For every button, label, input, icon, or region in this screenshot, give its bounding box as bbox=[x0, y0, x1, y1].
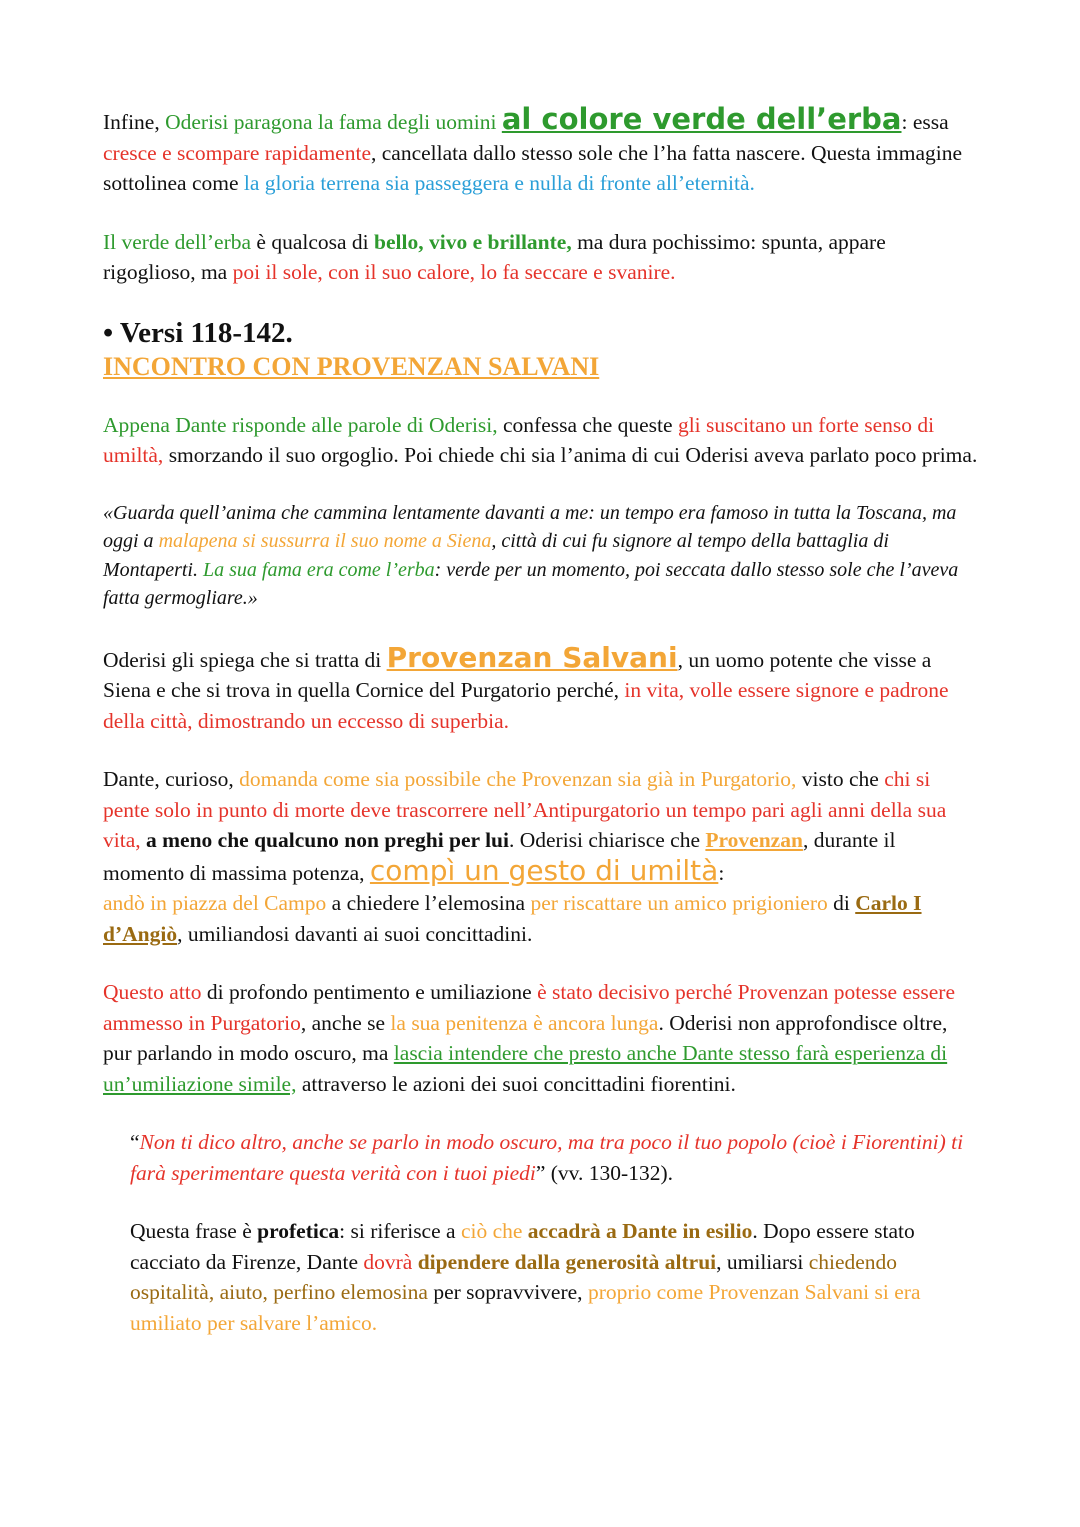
text-run: è qualcosa di bbox=[251, 229, 375, 254]
paragraph-atto-pentimento bbox=[103, 977, 980, 1099]
text-run: chiedendo ospitalità, aiuto, perfino elemosina bbox=[130, 1249, 898, 1304]
text-run: per riscattare un amico prigioniero bbox=[530, 891, 828, 915]
text-run: , cancellata dallo stesso sole che l’ha fatta nascere. Questa immagine sottolinea come bbox=[103, 140, 962, 195]
text-run: , umiliandosi davanti ai suoi concittadini. bbox=[177, 921, 533, 946]
text-run: confessa che queste bbox=[497, 412, 678, 437]
text-run: Appena Dante risponde alle parole di Oderisi, bbox=[103, 412, 498, 437]
text-run: Infine, bbox=[103, 110, 166, 134]
text-run: Questo atto bbox=[103, 980, 202, 1004]
text-run: Oderisi gli spiega che si tratta di bbox=[103, 647, 387, 672]
text-run: lascia intendere che presto anche Dante stesso farà esperienza di un’umiliazione simile, bbox=[103, 1041, 948, 1096]
text-run: la sua penitenza è ancora lunga bbox=[390, 1010, 659, 1035]
section-heading: • Versi 118-142. bbox=[103, 316, 293, 349]
text-run: malapena si sussurra il suo nome a Siena bbox=[158, 530, 492, 552]
highlight-gesto-umilta: compì un gesto di umiltà bbox=[369, 853, 719, 887]
paragraph-dante-curioso bbox=[103, 764, 980, 949]
text-run: accadrà a Dante in esilio bbox=[527, 1219, 753, 1243]
text-run: a meno che qualcuno non preghi per lui bbox=[146, 828, 509, 852]
text-run: Il verde dell’erba bbox=[103, 229, 252, 254]
text-run: “ bbox=[130, 1130, 140, 1154]
text-run: di bbox=[827, 891, 856, 915]
text-run: di profondo pentimento e umiliazione bbox=[201, 980, 538, 1004]
paragraph-fama-erba bbox=[103, 104, 980, 199]
text-run: La sua fama era come l’erba bbox=[203, 558, 435, 581]
text-run: : essa bbox=[901, 110, 949, 134]
section-subheading: INCONTRO CON PROVENZAN SALVANI bbox=[103, 351, 600, 381]
text-run: attraverso le azioni dei suoi concittadini fiorentini. bbox=[296, 1071, 736, 1096]
quote-vv-130-132 bbox=[103, 1127, 980, 1188]
highlight-verde-erba: al colore verde dell’erba bbox=[501, 102, 902, 136]
text-run: Non ti dico altro, anche se parlo in modo oscuro, ma tra poco il tuo popolo (cioè i Fiorentini) ti farà sperimentare questa verità con i tuoi piedi bbox=[130, 1130, 964, 1185]
text-run: per sopravvivere, bbox=[427, 1280, 588, 1304]
text-run: in vita, volle essere signore e padrone della città, dimostrando un eccesso di superbia. bbox=[103, 678, 949, 733]
paragraph-dante-risponde bbox=[103, 410, 980, 471]
text-run: Carlo I d’Angiò bbox=[103, 891, 922, 946]
text-run: profetica bbox=[257, 1219, 340, 1243]
text-run: dovrà bbox=[363, 1249, 418, 1274]
text-run: dipendere dalla generosità altrui bbox=[417, 1249, 717, 1274]
text-run: , città di cui fu signore al tempo della battaglia di Montaperti. bbox=[103, 530, 889, 581]
text-run: , umiliarsi bbox=[716, 1249, 809, 1274]
text-run: Questa frase è bbox=[130, 1219, 258, 1243]
text-run: Provenzan bbox=[705, 828, 803, 852]
text-run: ma dura pochissimo: spunta, appare rigoglioso, ma bbox=[103, 229, 886, 284]
text-run: andò in piazza del Campo bbox=[103, 891, 327, 915]
text-run: Oderisi paragona la fama degli uomini bbox=[165, 110, 502, 134]
text-run: , anche se bbox=[300, 1010, 391, 1035]
paragraph-verde-erba bbox=[103, 227, 980, 288]
text-run: smorzando il suo orgoglio. Poi chiede chi sia l’anima di cui Oderisi aveva parlato poco prima. bbox=[163, 443, 978, 467]
text-run: , un uomo potente che visse a Siena e che si trova in quella Cornice del Purgatorio perché, bbox=[103, 647, 932, 702]
text-run: domanda come sia possibile che Provenzan sia già in Purgatorio, bbox=[239, 767, 797, 791]
text-run: ciò che bbox=[460, 1219, 528, 1243]
text-run: . Oderisi chiarisce che bbox=[508, 828, 706, 852]
text-run: bello, vivo e brillante, bbox=[374, 229, 572, 254]
text-run: . Oderisi non approfondisce oltre, pur parlando in modo oscuro, ma bbox=[103, 1010, 948, 1065]
text-run: : bbox=[718, 860, 725, 885]
text-run: proprio come Provenzan Salvani si era umiliato per salvare l’amico. bbox=[130, 1280, 921, 1335]
text-run: , durante il momento di massima potenza, bbox=[103, 828, 896, 885]
text-run: : si riferisce a bbox=[339, 1219, 461, 1243]
quote-oderisi bbox=[103, 499, 980, 613]
text-run: è stato decisivo perché Provenzan potesse essere ammesso in Purgatorio bbox=[103, 980, 955, 1035]
text-run: . Dopo essere stato cacciato da Firenze, Dante bbox=[130, 1219, 915, 1274]
paragraph-profetica bbox=[103, 1216, 980, 1338]
text-run: «Guarda quell’anima che cammina lentamente davanti a me: un tempo era famoso in tutta la Toscana, ma oggi a bbox=[103, 501, 957, 552]
highlight-provenzan-salvani: Provenzan Salvani bbox=[386, 640, 678, 674]
text-run: chi si pente solo in punto di morte deve trascorrere nell’Antipurgatorio un tempo pari agli anni della sua vita, bbox=[103, 767, 947, 852]
text-run: visto che bbox=[796, 767, 885, 791]
text-run: cresce e scompare rapidamente bbox=[103, 140, 371, 165]
paragraph-provenzan bbox=[103, 640, 980, 737]
text-run: poi il sole, con il suo calore, lo fa seccare e svanire. bbox=[232, 260, 676, 284]
text-run: gli suscitano un forte senso di umiltà, bbox=[103, 412, 935, 467]
text-run: la gloria terrena sia passeggera e nulla di fronte all’eternità. bbox=[243, 171, 755, 195]
text-run: ” (vv. 130-132). bbox=[535, 1160, 673, 1185]
text-run: Dante, curioso, bbox=[103, 767, 240, 791]
text-run: a chiedere l’elemosina bbox=[326, 891, 531, 915]
text-run: : verde per un momento, poi seccata dallo stesso sole che l’aveva fatta germogliare.» bbox=[103, 558, 959, 609]
